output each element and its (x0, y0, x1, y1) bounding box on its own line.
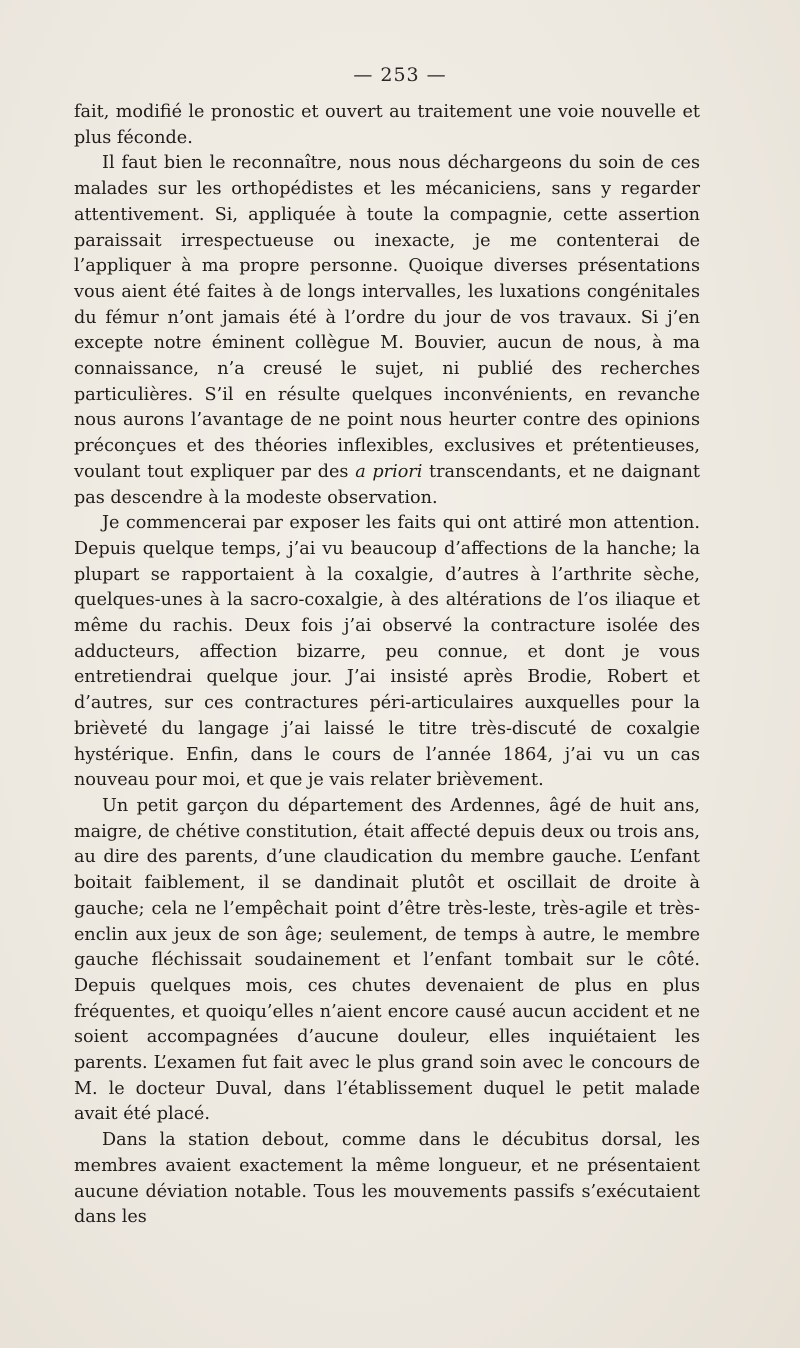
page-body (74, 100, 700, 1231)
paragraph-introduction (74, 151, 700, 511)
paragraph-examination: Dans la station debout, comme dans le décubitus dorsal, les membres avaient exactement la même longueur, et ne présentaient aucune déviation notable. Tous les mouvements passifs s’exécutaient dans les (74, 1130, 700, 1228)
a-priori-phrase: a priori (355, 461, 423, 482)
paragraph-introduction-end: transcendants, et ne daignant pas descendre à la modeste observation. (74, 461, 700, 508)
paragraph-introduction-text: Il faut bien le reconnaître, nous nous déchargeons du soin de ces malades sur les orthopédistes et les mécaniciens, sans y regarder attentivement. Si, appliquée à toute la compagnie, cette assertion paraissait irrespectueuse ou inexacte, je me contenterai de l’appliquer à ma propre personne. Quoique diverses présentations vous aient été faites à de longs intervalles, les luxations congénitales du fémur n’ont jamais été à l’ordre du jour de vos travaux. Si j’en excepte notre éminent collègue M. Bouvier, aucun de nous, à ma connaissance, n’a creusé le sujet, ni publié des recherches particulières. S’il en résulte quelques inconvénients, en revanche nous aurons l’avantage de ne point nous heurter contre des opinions préconçues et des théories inflexibles, exclusives et prétentieuses, voulant tout expliquer par des (74, 153, 700, 482)
paragraph-case-report: Un petit garçon du département des Ardennes, âgé de huit ans, maigre, de chétive constitution, était affecté depuis deux ou trois ans, au dire des parents, d’une claudication du membre gauche. L’enfant boitait faiblement, il se dandinait plutôt et oscillait de droite à gauche; cela ne l’empêchait point d’être très-leste, très-agile et très-enclin aux jeux de son âge; seulement, de temps à autre, le membre gauche fléchissait soudainement et l’enfant tombait sur le côté. Depuis quelques mois, ces chutes devenaient de plus en plus fréquentes, et quoiqu’elles n’aient encore causé aucun accident et ne soient accompagnées d’aucune douleur, elles inquiétaient les parents. L’examen fut fait avec le plus grand soin avec le concours de M. le docteur Duval, dans l’établissement duquel le petit malade avait été placé. (74, 795, 700, 1125)
paragraph-observations: Je commencerai par exposer les faits qui ont attiré mon attention. Depuis quelque temps, j’ai vu beaucoup d’affections de la hanche; la plupart se rapportaient à la coxalgie, d’autres à l’arthrite sèche, quelques-unes à la sacro-coxalgie, à des altérations de l’os iliaque et même du rachis. Deux fois j’ai observé la contracture isolée des adducteurs, affection bizarre, peu connue, et dont je vous entretiendrai quelque jour. J’ai insisté après Brodie, Robert et d’autres, sur ces contractures péri-articulaires auxquelles pour la brièveté du langage j’ai laissé le titre très-discuté de coxalgie hystérique. Enfin, dans le cours de l’année 1864, j’ai vu un cas nouveau pour moi, et que je vais relater brièvement. (74, 513, 700, 791)
paragraph-continuation: fait, modifié le pronostic et ouvert au traitement une voie nouvelle et plus féconde. (74, 102, 700, 148)
page-number: — 253 — (353, 64, 447, 86)
